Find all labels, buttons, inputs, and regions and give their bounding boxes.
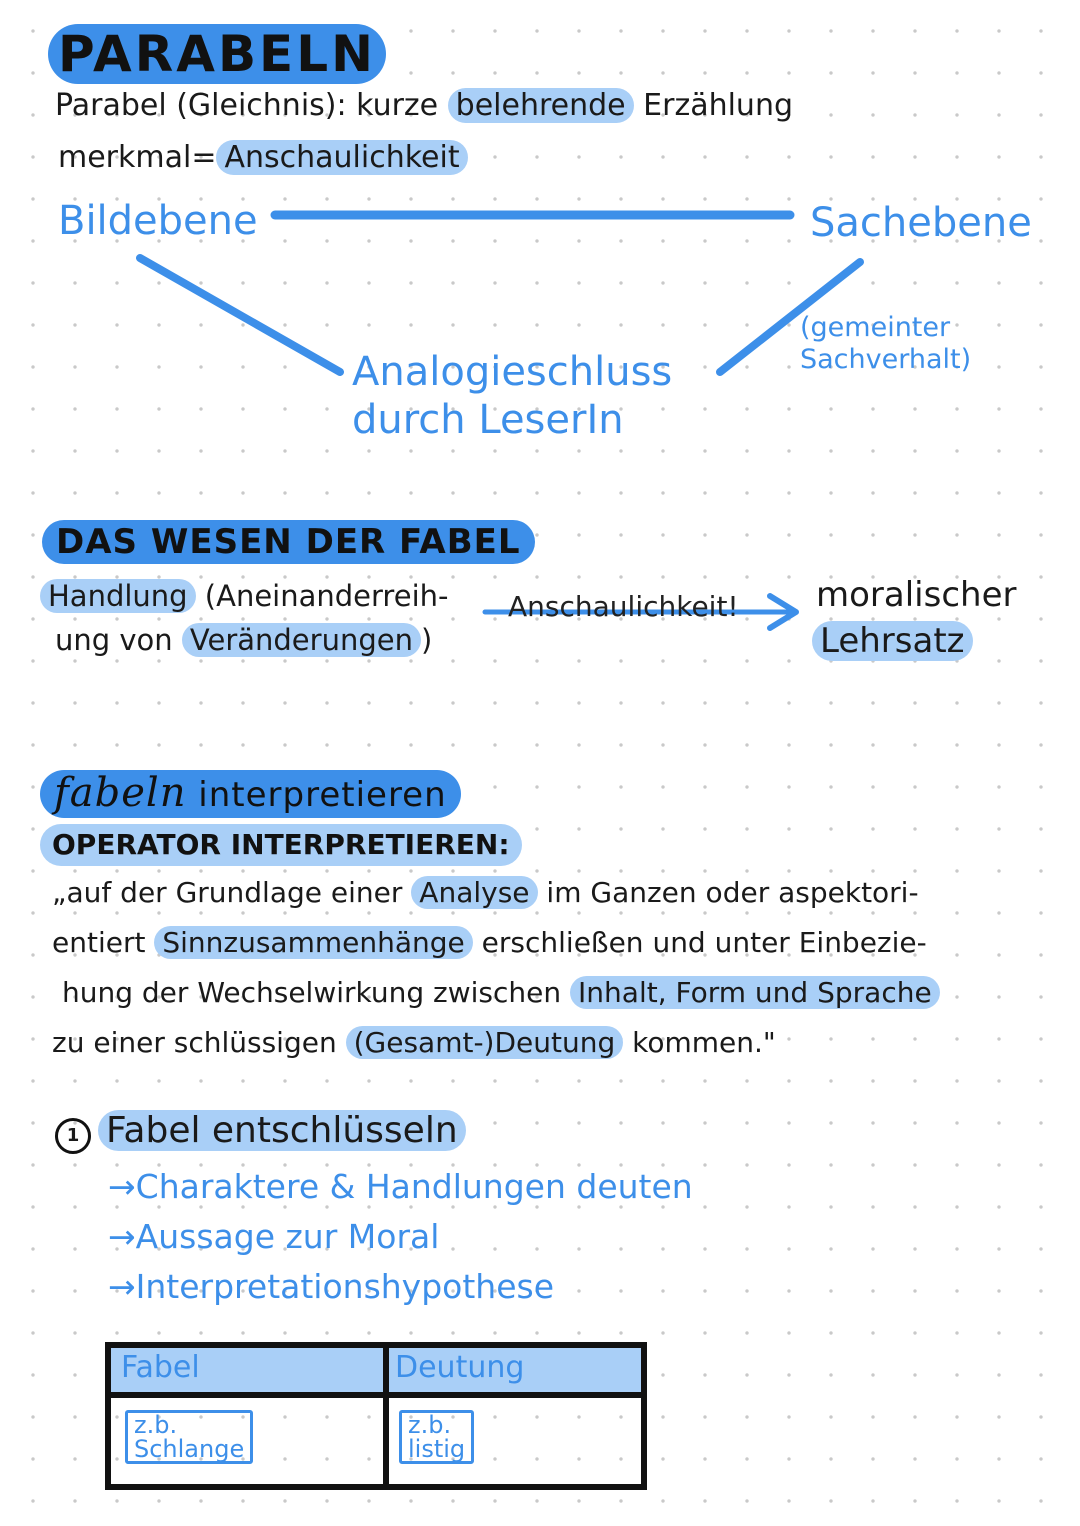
fabel-handlung-text <box>40 574 448 662</box>
fabel-deutung-table <box>105 1342 647 1490</box>
diagram-sachebene: Sachebene <box>810 200 1032 246</box>
quote-l1-b: im Ganzen oder aspektori- <box>537 876 919 909</box>
table-example-fabel <box>125 1410 253 1464</box>
sachverhalt-note-line1: (gemeinter <box>800 312 951 343</box>
interpret-heading-script: fabeln <box>54 770 187 816</box>
example-value: listig <box>408 1435 466 1463</box>
definition-prefix: Parabel (Gleichnis): kurze <box>55 88 448 123</box>
quote-l2-a: entiert <box>52 926 155 959</box>
step1-item: →Interpretationshypothese <box>108 1267 554 1306</box>
fabel-heading: DAS WESEN DER FABEL <box>42 520 535 564</box>
example-label: z.b. <box>134 1411 178 1439</box>
handlung-line2-suffix: ) <box>420 623 433 657</box>
step1-title <box>98 1108 466 1154</box>
table-column-divider <box>383 1348 389 1484</box>
diagram-analogieschluss <box>352 348 672 444</box>
quote-l3-a: hung der Wechselwirkung zwischen <box>62 976 571 1009</box>
step1-list <box>108 1162 693 1312</box>
example-label: z.b. <box>408 1411 452 1439</box>
analogieschluss-line1: Analogieschluss <box>352 349 673 395</box>
interpret-heading <box>40 770 461 818</box>
quote-l4-b: kommen." <box>623 1026 776 1059</box>
quote-l4-a: zu einer schlüssigen <box>52 1026 346 1059</box>
merkmal-value: Anschaulichkeit <box>216 140 467 175</box>
example-value: Schlange <box>134 1435 245 1463</box>
fabel-result <box>812 572 1016 664</box>
interpret-heading-rest: interpretieren <box>186 775 447 815</box>
quote-l1-highlight: Analyse <box>411 876 537 909</box>
step-number-badge: 1 <box>55 1118 91 1154</box>
step1-item: →Charaktere & Handlungen deuten <box>108 1167 693 1206</box>
quote-l2-b: erschließen und unter Einbezie- <box>472 926 927 959</box>
merkmal-label: merkmal= <box>58 140 217 175</box>
arrow-label: Anschaulichkeit! <box>508 590 739 623</box>
page-title: PARABELN <box>48 24 386 84</box>
quote-l3-highlight: Inhalt, Form und Sprache <box>570 976 940 1009</box>
quote-l1-a: „auf der Grundlage einer <box>52 876 412 909</box>
definition-suffix: Erzählung <box>633 88 793 123</box>
handlung-highlight: Handlung <box>40 579 196 613</box>
diagram-bildebene: Bildebene <box>58 198 258 244</box>
handlung-rest: (Aneinanderreih- <box>195 579 449 613</box>
operator-quote <box>52 868 940 1068</box>
diagram-sachverhalt-note <box>800 312 971 376</box>
veraenderungen-highlight: Veränderungen <box>182 623 421 657</box>
table-row-divider <box>111 1392 641 1398</box>
result-line1: moralischer <box>816 575 1017 615</box>
table-example-deutung <box>399 1410 474 1464</box>
sachverhalt-note-line2: Sachverhalt) <box>800 344 972 375</box>
definition-highlight: belehrende <box>448 88 634 123</box>
handlung-line2-prefix: ung von <box>55 623 182 657</box>
operator-heading: OPERATOR INTERPRETIEREN: <box>40 824 522 866</box>
step1-title-highlight: Fabel entschlüsseln <box>98 1110 466 1151</box>
step1-item: →Aussage zur Moral <box>108 1217 440 1256</box>
table-header-deutung: Deutung <box>395 1350 525 1385</box>
quote-l4-highlight: (Gesamt-)Deutung <box>346 1026 624 1059</box>
result-line2: Lehrsatz <box>812 621 973 661</box>
quote-l2-highlight: Sinnzusammenhänge <box>154 926 472 959</box>
table-header-fabel: Fabel <box>121 1350 200 1385</box>
analogieschluss-line2: durch LeserIn <box>352 397 624 443</box>
